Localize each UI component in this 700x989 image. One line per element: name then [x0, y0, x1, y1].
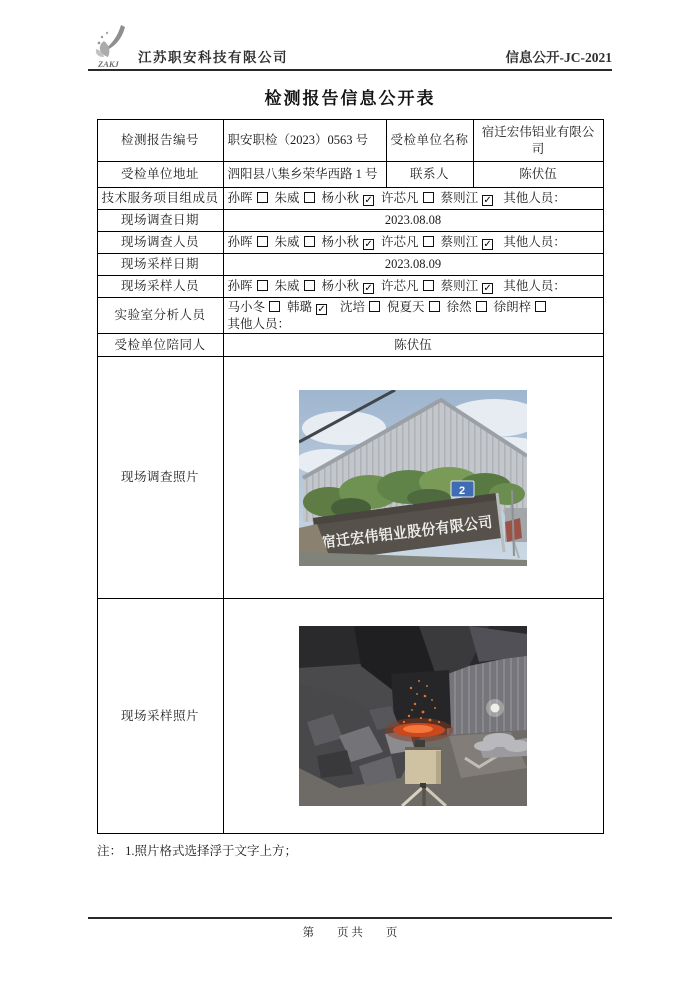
person-option — [228, 300, 281, 314]
checkbox-unchecked[interactable] — [369, 301, 380, 312]
logo-dot — [98, 42, 101, 45]
survey-photo-label: 现场调查照片 — [97, 357, 223, 599]
disclosure-form-table — [97, 119, 604, 834]
page-footer — [88, 917, 612, 940]
page-header — [88, 24, 612, 71]
page-number-text: 第 页 共 页 — [302, 927, 398, 939]
person-name: 朱威 — [274, 191, 300, 206]
escort-label: 受检单位陪同人 — [97, 334, 223, 357]
person-option — [322, 191, 375, 205]
person-name: 蔡则江 — [440, 279, 479, 294]
contact-value: 陈伏伍 — [473, 162, 603, 188]
checkbox-unchecked[interactable] — [269, 301, 280, 312]
person-name: 沈培 — [340, 300, 366, 315]
lab-staff-cell — [223, 298, 603, 334]
person-option — [381, 279, 434, 293]
person-option — [228, 279, 268, 293]
checkbox-unchecked[interactable] — [423, 192, 434, 203]
unit-name-label: 受检单位名称 — [386, 120, 473, 162]
person-name: 杨小秋 — [321, 235, 360, 250]
sampling-photo — [299, 626, 527, 806]
doc-code: 信息公开-JC-2021 — [505, 50, 612, 65]
person-name: 许芯凡 — [381, 191, 419, 206]
checkbox-checked[interactable]: ✓ — [483, 283, 492, 295]
sampling-staff-other-label: 其他人员： — [503, 279, 566, 294]
checkbox-unchecked[interactable] — [423, 236, 434, 247]
person-name: 许芯凡 — [381, 279, 419, 294]
checkbox-unchecked[interactable] — [429, 301, 440, 312]
lab-staff-other-label: 其他人员： — [227, 316, 291, 331]
unit-address-label: 受检单位地址 — [97, 162, 223, 188]
person-name: 蔡则江 — [440, 235, 479, 250]
person-name: 马小冬 — [227, 300, 266, 315]
person-option — [381, 235, 434, 249]
row-survey-date — [97, 210, 603, 232]
person-option — [340, 300, 380, 314]
person-option — [275, 191, 315, 205]
team-label: 技术服务项目组成员 — [97, 188, 223, 210]
checkbox-unchecked[interactable] — [535, 301, 546, 312]
unit-name-value: 宿迁宏伟铝业有限公司 — [473, 120, 603, 162]
footnote: 注： 1.照片格式选择浮于文字上方； — [97, 844, 298, 858]
person-name: 倪夏天 — [387, 300, 425, 315]
row-escort — [97, 334, 603, 357]
header-left — [88, 23, 288, 69]
page-title: 检测报告信息公开表 — [264, 89, 436, 108]
checkbox-unchecked[interactable] — [304, 236, 315, 247]
person-name: 朱威 — [274, 235, 300, 250]
checkbox-checked[interactable]: ✓ — [483, 195, 492, 207]
team-checkbox-group — [228, 191, 501, 205]
row-sampling-staff — [97, 276, 603, 298]
checkbox-unchecked[interactable] — [304, 280, 315, 291]
sampling-date-label: 现场采样日期 — [97, 254, 223, 276]
sampling-date-value: 2023.08.09 — [223, 254, 603, 276]
row-survey-staff — [97, 232, 603, 254]
street-number-sign — [451, 481, 474, 497]
row-unit-address — [97, 162, 603, 188]
row-survey-photo — [97, 357, 603, 599]
report-no-label: 检测报告编号 — [97, 120, 223, 162]
person-option — [228, 235, 268, 249]
person-name: 蔡则江 — [440, 191, 479, 206]
person-option — [322, 235, 375, 249]
sampling-photo-cell — [223, 599, 603, 834]
row-sampling-photo — [97, 599, 603, 834]
person-option — [441, 235, 494, 249]
unit-address-value: 泗阳县八集乡荣华西路 1 号 — [223, 162, 386, 188]
checkbox-unchecked[interactable] — [257, 280, 268, 291]
survey-date-label: 现场调查日期 — [97, 210, 223, 232]
team-members-cell — [223, 188, 603, 210]
person-option — [228, 191, 268, 205]
person-option — [287, 300, 327, 314]
person-name: 许芯凡 — [381, 235, 419, 250]
checkbox-checked[interactable]: ✓ — [317, 304, 326, 316]
contact-label: 联系人 — [386, 162, 473, 188]
logo-dot — [106, 32, 108, 34]
survey-date-value: 2023.08.08 — [223, 210, 603, 232]
survey-staff-label: 现场调查人员 — [97, 232, 223, 254]
row-sampling-date — [97, 254, 603, 276]
team-other-label: 其他人员： — [503, 191, 566, 206]
survey-staff-other-label: 其他人员： — [503, 235, 566, 250]
checkbox-checked[interactable]: ✓ — [364, 195, 373, 207]
person-option — [387, 300, 440, 314]
sampling-photo-label: 现场采样照片 — [97, 599, 223, 834]
person-name: 孙晖 — [227, 235, 253, 250]
row-lab-staff — [97, 298, 603, 334]
logo-text: ZAKJ — [98, 59, 119, 69]
person-name: 孙晖 — [227, 279, 253, 294]
lab-staff-label: 实验室分析人员 — [97, 298, 223, 334]
wall-lamp — [486, 699, 504, 717]
checkbox-unchecked[interactable] — [476, 301, 487, 312]
person-name: 朱威 — [274, 279, 300, 294]
person-name: 徐然 — [446, 300, 472, 315]
checkbox-unchecked[interactable] — [423, 280, 434, 291]
person-option — [447, 300, 487, 314]
person-name: 杨小秋 — [321, 279, 360, 294]
person-option — [381, 191, 434, 205]
person-option — [441, 279, 494, 293]
survey-photo-cell — [223, 357, 603, 599]
person-option — [441, 191, 494, 205]
survey-photo — [299, 390, 527, 566]
company-name: 江苏职安科技有限公司 — [138, 50, 288, 65]
person-name: 孙晖 — [227, 191, 253, 206]
person-option — [494, 300, 547, 314]
banner-text: 宿迁宏伟铝业股份有限公司 — [321, 512, 508, 552]
sampling-staff-cell — [223, 276, 603, 298]
person-option — [275, 279, 315, 293]
lab-staff-checkbox-group — [228, 299, 599, 315]
escort-value: 陈伏伍 — [223, 334, 603, 357]
survey-staff-checkbox-group — [228, 235, 501, 249]
checkbox-checked[interactable]: ✓ — [364, 239, 373, 251]
person-option — [322, 279, 375, 293]
sampling-staff-checkbox-group — [228, 279, 501, 293]
sign-number: 2 — [458, 484, 466, 497]
survey-staff-cell — [223, 232, 603, 254]
checkbox-unchecked[interactable] — [257, 192, 268, 203]
checkbox-checked[interactable]: ✓ — [483, 239, 492, 251]
person-name: 韩璐 — [287, 300, 313, 315]
person-name: 徐朗梓 — [493, 300, 532, 315]
company-logo — [88, 23, 136, 69]
person-name: 杨小秋 — [321, 191, 360, 206]
row-team-members — [97, 188, 603, 210]
report-no-value: 职安职检（2023）0563 号 — [223, 120, 386, 162]
checkbox-unchecked[interactable] — [257, 236, 268, 247]
person-option — [275, 235, 315, 249]
logo-dot — [101, 36, 103, 38]
checkbox-unchecked[interactable] — [304, 192, 315, 203]
checkbox-checked[interactable]: ✓ — [364, 283, 373, 295]
sampling-staff-label: 现场采样人员 — [97, 276, 223, 298]
company-logo-icon — [88, 23, 136, 69]
row-report-no — [97, 120, 603, 162]
